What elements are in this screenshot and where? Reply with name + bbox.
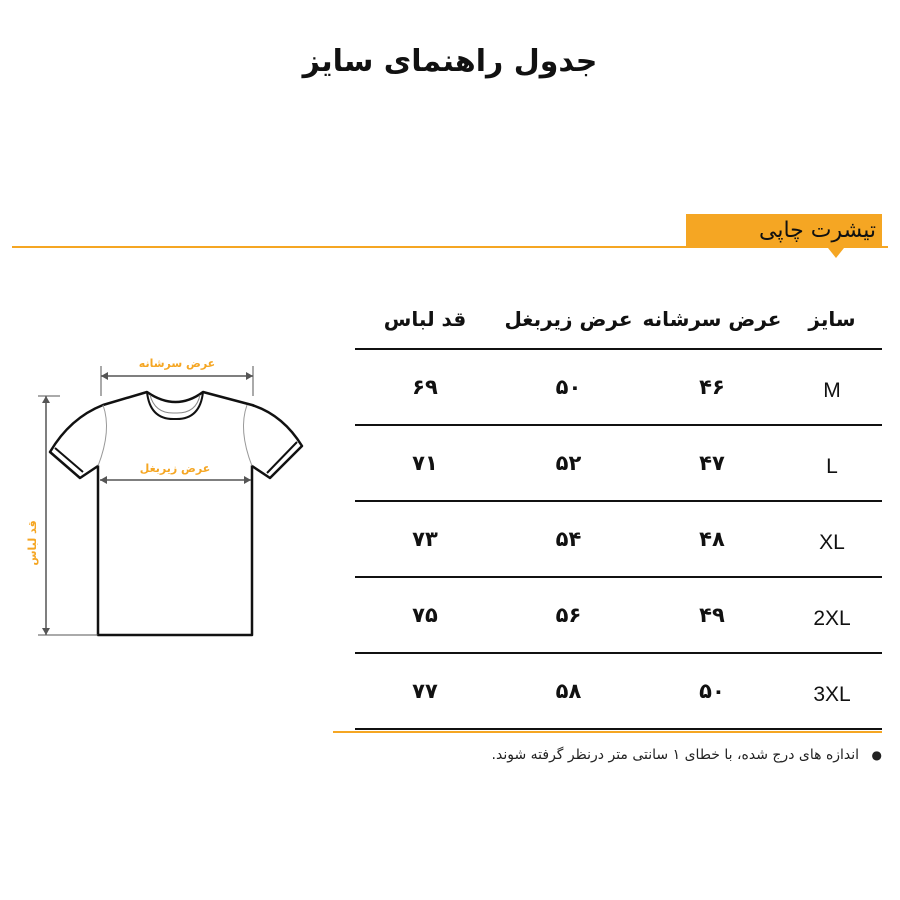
chest-cell: ۵۴	[495, 501, 642, 577]
length-cell: ۷۳	[355, 501, 495, 577]
header-shoulder-width: عرض سرشانه	[642, 290, 782, 349]
size-cell: L	[782, 425, 882, 501]
length-label: قد لباس	[26, 520, 39, 566]
shoulder-width-label: عرض سرشانه	[138, 357, 216, 370]
length-cell: ۷۷	[355, 653, 495, 729]
page-title: جدول راهنمای سایز	[302, 44, 598, 79]
table-row	[355, 425, 882, 501]
note-text: اندازه های درج شده، با خطای ۱ سانتی متر درنظر گرفته شوند.	[491, 747, 860, 763]
size-cell: 2XL	[782, 577, 882, 653]
tshirt-outline	[50, 392, 302, 635]
header-length: قد لباس	[355, 290, 495, 349]
shoulder-cell: ۴۶	[642, 349, 782, 425]
chest-cell: ۵۸	[495, 653, 642, 729]
table-row	[355, 501, 882, 577]
header-chest-width: عرض زیربغل	[495, 290, 642, 349]
table-header-row	[355, 290, 882, 349]
table-row	[355, 653, 882, 729]
chest-cell: ۵۶	[495, 577, 642, 653]
size-cell: M	[782, 349, 882, 425]
shoulder-cell: ۴۸	[642, 501, 782, 577]
chest-cell: ۵۲	[495, 425, 642, 501]
size-table	[355, 290, 882, 730]
chest-width-label: عرض زیربغل	[139, 462, 211, 475]
shoulder-cell: ۴۷	[642, 425, 782, 501]
bottom-divider	[333, 731, 882, 733]
size-cell: XL	[782, 501, 882, 577]
length-cell: ۷۱	[355, 425, 495, 501]
chest-cell: ۵۰	[495, 349, 642, 425]
shoulder-cell: ۵۰	[642, 653, 782, 729]
header-size: سایز	[782, 290, 882, 349]
measurement-note	[322, 747, 882, 763]
bullet-icon: ●	[871, 748, 882, 762]
length-cell: ۷۵	[355, 577, 495, 653]
length-cell: ۶۹	[355, 349, 495, 425]
shoulder-cell: ۴۹	[642, 577, 782, 653]
table-row	[355, 349, 882, 425]
table-row	[355, 577, 882, 653]
tshirt-diagram	[20, 345, 320, 645]
size-cell: 3XL	[782, 653, 882, 729]
section-tab: تیشرت چاپی	[686, 214, 882, 248]
